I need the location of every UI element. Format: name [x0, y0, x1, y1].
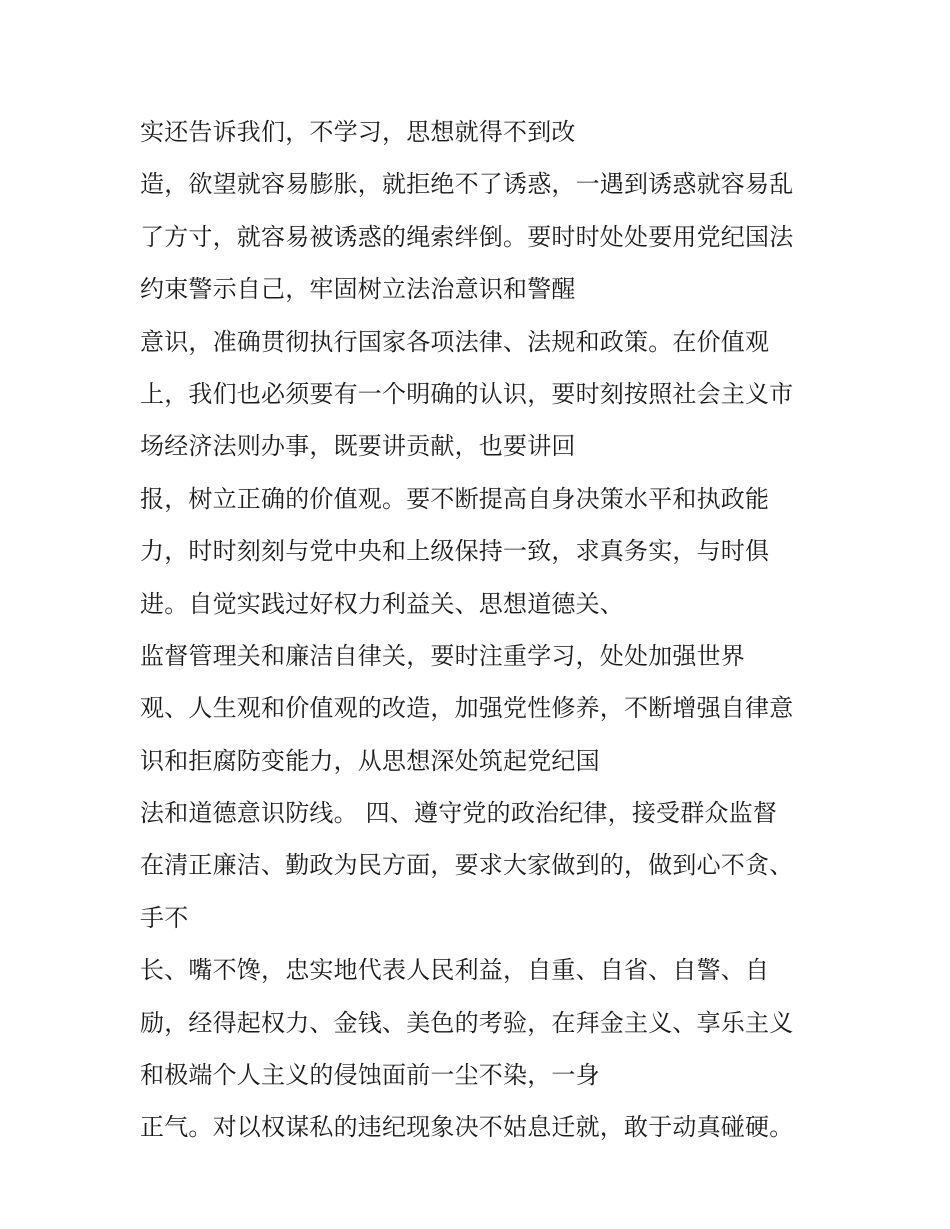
text-line: 手不 [140, 903, 189, 932]
text-line: 力，时时刻刻与党中央和上级保持一致，求真务实，与时俱 [140, 537, 770, 566]
text-line: 约束警示自己，牢固树立法治意识和警醒 [140, 275, 576, 304]
text-line: 监督管理关和廉洁自律关，要时注重学习，处处加强世界 [140, 641, 745, 670]
text-line: 进。自觉实践过好权力利益关、思想道德关、 [140, 589, 624, 618]
text-line: 励，经得起权力、金钱、美色的考验，在拜金主义、享乐主义 [140, 1008, 794, 1037]
text-line: 法和道德意识防线。 四、遵守党的政治纪律，接受群众监督 [140, 799, 778, 828]
text-line: 了方寸，就容易被诱惑的绳索绊倒。要时时处处要用党纪国法 [140, 222, 794, 251]
text-line: 实还告诉我们，不学习，思想就得不到改 [140, 118, 576, 146]
text-line: 造，欲望就容易膨胀，就拒绝不了诱惑，一遇到诱惑就容易乱 [140, 170, 794, 199]
text-line: 在清正廉洁、勤政为民方面，要求大家做到的，做到心不贪、 [140, 851, 794, 880]
body-text [140, 106, 830, 1154]
text-line: 正气。对以权谋私的违纪现象决不姑息迁就，敢于动真碰硬。 [140, 1113, 794, 1142]
text-line: 长、嘴不馋，忠实地代表人民利益，自重、自省、自警、自 [140, 956, 770, 985]
text-line: 上，我们也必须要有一个明确的认识，要时刻按照社会主义市 [140, 379, 794, 408]
text-line: 识和拒腐防变能力，从思想深处筑起党纪国 [140, 746, 600, 775]
text-line: 意识，准确贯彻执行国家各项法律、法规和政策。在价值观 [140, 327, 770, 356]
text-line: 和极端个人主义的侵蚀面前一尘不染，一身 [140, 1061, 600, 1090]
text-line: 场经济法则办事，既要讲贡献，也要讲回 [140, 432, 576, 461]
text-line: 报，树立正确的价值观。要不断提高自身决策水平和执政能 [140, 484, 770, 513]
text-line: 观、人生观和价值观的改造，加强党性修养，不断增强自律意 [140, 694, 794, 723]
